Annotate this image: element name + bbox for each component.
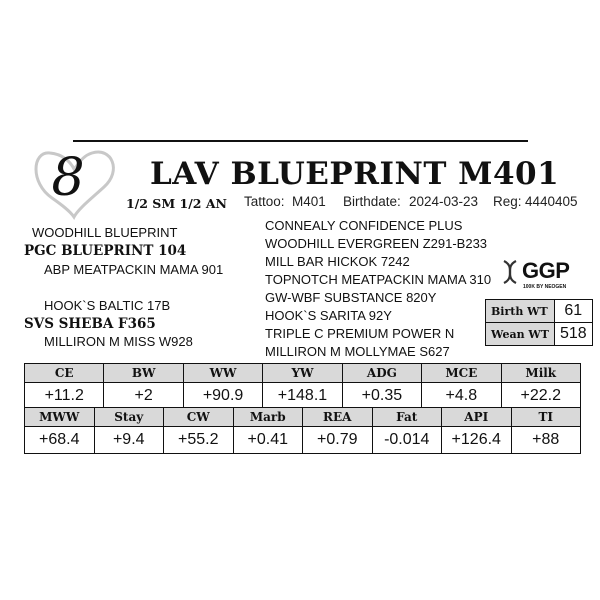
epd-header-milk: Milk: [501, 364, 580, 383]
epd-value-adg: +0.35: [342, 383, 421, 410]
epd-header-adg: ADG: [342, 364, 421, 383]
pedigree-right-2: WOODHILL EVERGREEN Z291-B233: [265, 236, 488, 251]
birthdate-value: 2024-03-23: [409, 194, 479, 209]
epd-header-bw: BW: [104, 364, 183, 383]
pedigree-sire-sire: WOODHILL BLUEPRINT: [32, 225, 178, 240]
animal-name: LAV BLUEPRINT M401: [150, 156, 560, 192]
pedigree-dam-sire: HOOK`S BALTIC 17B: [44, 298, 171, 313]
breed: 1/2 SM 1/2 AN: [126, 196, 227, 211]
ggp-logo-text: GGP: [522, 258, 570, 283]
ggp-logo-subtext: 100K BY NEOGEN: [523, 284, 567, 290]
epd-value-mww: +68.4: [25, 427, 95, 454]
epd-value-bw: +2: [104, 383, 183, 410]
pedigree-dam-dam: MILLIRON M MISS W928: [44, 334, 193, 349]
epd-value-ti: +88: [511, 427, 581, 454]
epd-value-ww: +90.9: [183, 383, 262, 410]
reg-label: Reg:: [493, 194, 522, 209]
epd-header-ti: TI: [511, 408, 581, 427]
epd-table-2: [24, 407, 581, 454]
epd-value-milk: +22.2: [501, 383, 580, 410]
epd-value-stay: +9.4: [94, 427, 164, 454]
epd-header-marb: Marb: [233, 408, 303, 427]
epd-header-yw: YW: [263, 364, 342, 383]
epd-table-1: [24, 363, 581, 410]
wean-weight-label: Wean WT: [486, 323, 555, 346]
epd-value-marb: +0.41: [233, 427, 303, 454]
epd-value-yw: +148.1: [263, 383, 342, 410]
pedigree-sire: PGC BLUEPRINT 104: [24, 243, 187, 259]
epd-value-mce: +4.8: [422, 383, 501, 410]
tattoo-value: M401: [292, 194, 326, 209]
dna-helix-icon: [500, 259, 520, 285]
birth-weight-label: Birth WT: [486, 300, 555, 323]
epd-header-api: API: [442, 408, 512, 427]
epd-value-cw: +55.2: [164, 427, 234, 454]
lot-number: 8: [51, 148, 85, 208]
epd-header-cw: CW: [164, 408, 234, 427]
pedigree-dam: SVS SHEBA F365: [24, 316, 156, 332]
epd-value-api: +126.4: [442, 427, 512, 454]
epd-header-stay: Stay: [94, 408, 164, 427]
header-rule: [73, 140, 528, 142]
epd-header-ww: WW: [183, 364, 262, 383]
weights-table: [485, 299, 593, 346]
birthdate-label: Birthdate:: [343, 194, 401, 209]
wean-weight-value: 518: [554, 323, 592, 346]
epd-header-rea: REA: [303, 408, 373, 427]
pedigree-right-4: TOPNOTCH MEATPACKIN MAMA 310: [265, 272, 492, 287]
epd-header-ce: CE: [25, 364, 104, 383]
epd-header-mww: MWW: [25, 408, 95, 427]
epd-header-fat: Fat: [372, 408, 442, 427]
epd-value-ce: +11.2: [25, 383, 104, 410]
pedigree-sire-dam: ABP MEATPACKIN MAMA 901: [44, 262, 224, 277]
reg-value: 4440405: [525, 194, 578, 209]
pedigree-right-8: MILLIRON M MOLLYMAE S627: [265, 344, 450, 359]
pedigree-right-5: GW-WBF SUBSTANCE 820Y: [265, 290, 437, 305]
pedigree-right-7: TRIPLE C PREMIUM POWER N: [265, 326, 455, 341]
epd-value-rea: +0.79: [303, 427, 373, 454]
pedigree-right-6: HOOK`S SARITA 92Y: [265, 308, 392, 323]
birth-weight-value: 61: [554, 300, 592, 323]
epd-header-mce: MCE: [422, 364, 501, 383]
tattoo-label: Tattoo:: [244, 194, 285, 209]
pedigree-right-1: CONNEALY CONFIDENCE PLUS: [265, 218, 463, 233]
epd-value-fat: -0.014: [372, 427, 442, 454]
pedigree-right-3: MILL BAR HICKOK 7242: [265, 254, 410, 269]
